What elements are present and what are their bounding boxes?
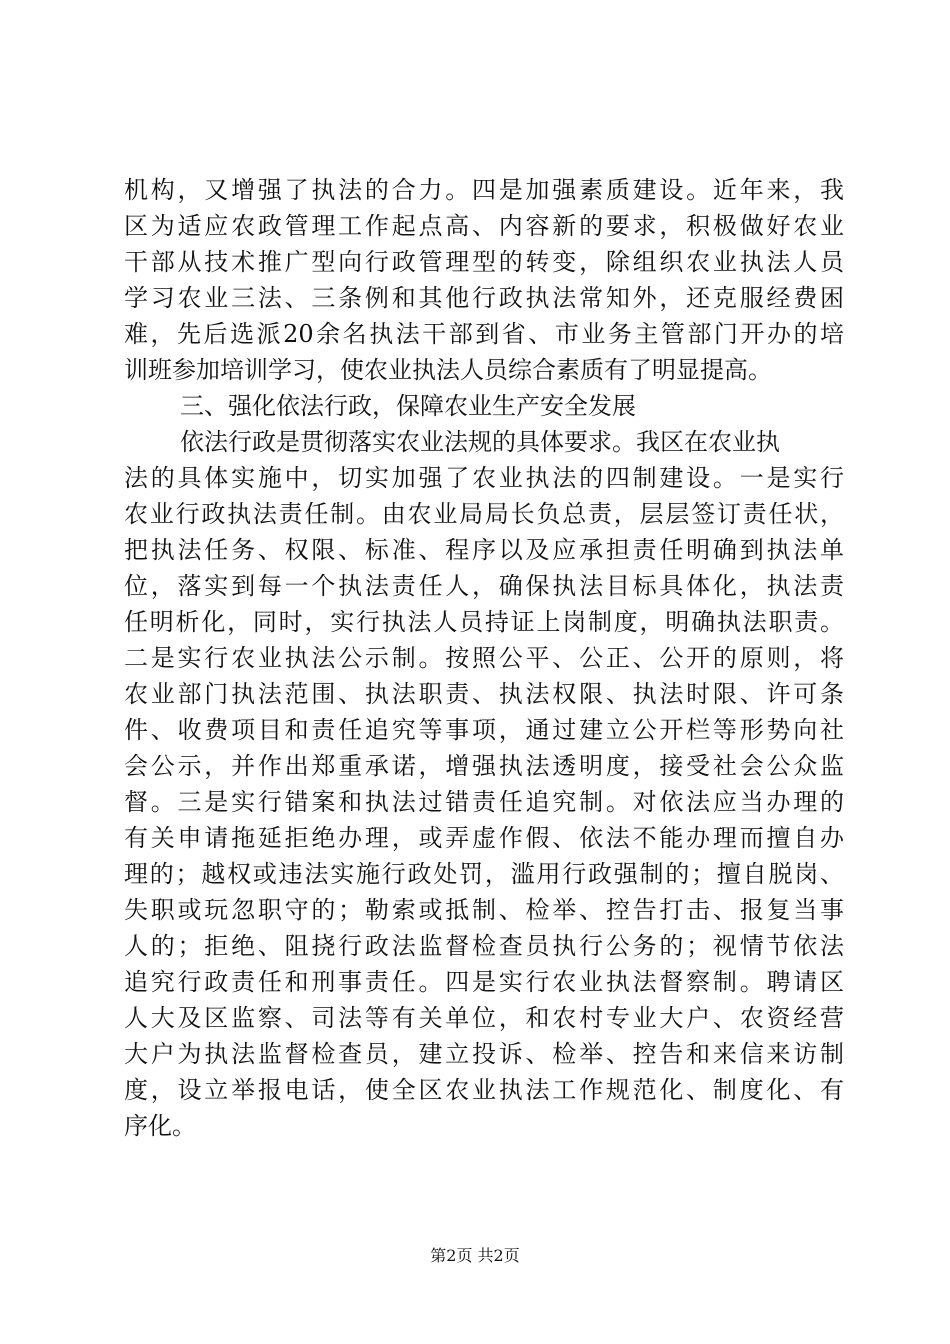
- text-line: 失职或玩忽职守的；勒索或抵制、检举、控告打击、报复当事: [124, 896, 844, 924]
- section-heading: 三、强化依法行政，保障农业生产安全发展: [180, 392, 636, 420]
- text-line: 把执法任务、权限、标准、程序以及应承担责任明确到执法单: [124, 536, 844, 564]
- text-line: 督。三是实行错案和执法过错责任追究制。对依法应当办理的: [124, 788, 844, 816]
- page-footer: [0, 1244, 950, 1268]
- text-line: 法的具体实施中，切实加强了农业执法的四制建设。一是实行: [124, 464, 844, 492]
- text-line: 人大及区监察、司法等有关单位，和农村专业大户、农资经营: [124, 1004, 844, 1032]
- text-line: 序化。: [124, 1112, 196, 1140]
- text-line: 位，落实到每一个执法责任人，确保执法目标具体化，执法责: [124, 572, 844, 600]
- text-line: 件、收费项目和责任追究等事项，通过建立公开栏等形势向社: [124, 716, 844, 744]
- text-line: 学习农业三法、三条例和其他行政执法常知外，还克服经费困: [124, 284, 844, 312]
- text-line: 追究行政责任和刑事责任。四是实行农业执法督察制。聘请区: [124, 968, 844, 996]
- text-line: 农业行政执法责任制。由农业局局长负总责，层层签订责任状，: [124, 500, 844, 528]
- text-line: 机构，又增强了执法的合力。四是加强素质建设。近年来，我: [124, 176, 844, 204]
- text-line: 农业部门执法范围、执法职责、执法权限、执法时限、许可条: [124, 680, 844, 708]
- text-line: 有关申请拖延拒绝办理，或弄虚作假、依法不能办理而擅自办: [124, 824, 844, 852]
- text-line: 难，先后选派20余名执法干部到省、市业务主管部门开办的培: [124, 320, 844, 348]
- document-body: [124, 172, 844, 1144]
- text-line: 会公示，并作出郑重承诺，增强执法透明度，接受社会公众监: [124, 752, 844, 780]
- text-line: 二是实行农业执法公示制。按照公平、公正、公开的原则，将: [124, 644, 844, 672]
- text-line: 训班参加培训学习，使农业执法人员综合素质有了明显提高。: [124, 356, 772, 384]
- text-line: 任明析化，同时，实行执法人员持证上岗制度，明确执法职责。: [124, 608, 844, 636]
- text-line: 人的；拒绝、阻挠行政法监督检查员执行公务的；视情节依法: [124, 932, 844, 960]
- text-line: 区为适应农政管理工作起点高、内容新的要求，积极做好农业: [124, 212, 844, 240]
- text-line: 依法行政是贯彻落实农业法规的具体要求。我区在农业执: [180, 428, 780, 456]
- text-line: 度，设立举报电话，使全区农业执法工作规范化、制度化、有: [124, 1076, 844, 1104]
- text-line: 理的；越权或违法实施行政处罚，滥用行政强制的；擅自脱岗、: [124, 860, 844, 888]
- text-line: 干部从技术推广型向行政管理型的转变，除组织农业执法人员: [124, 248, 844, 276]
- text-line: 大户为执法监督检查员，建立投诉、检举、控告和来信来访制: [124, 1040, 844, 1068]
- page-number: 第2页 共2页: [430, 1246, 520, 1265]
